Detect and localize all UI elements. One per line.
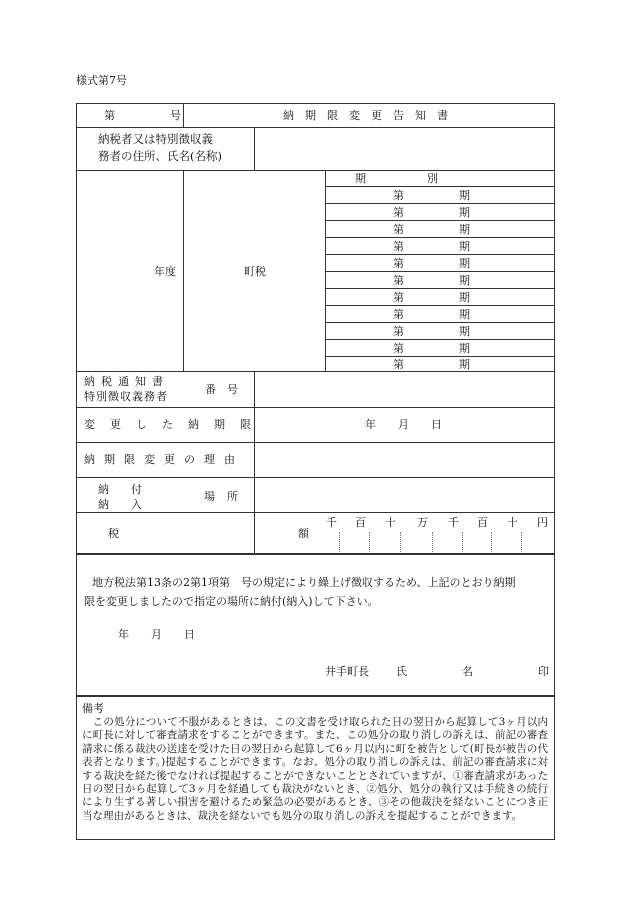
issuer: 井手町長 bbox=[325, 665, 369, 678]
taxpayer-label-line2: 務者の住所、氏名(名称) bbox=[98, 149, 222, 163]
period-row: 第 期 bbox=[393, 308, 470, 321]
form-number: 様式第7号 bbox=[76, 74, 127, 87]
issuer-name: 氏 名 bbox=[396, 665, 473, 678]
document-number-label: 第 号 bbox=[104, 109, 192, 122]
tax-type-label: 町税 bbox=[244, 265, 266, 278]
period-row: 第 期 bbox=[393, 325, 470, 338]
unit-label: 千 bbox=[448, 516, 459, 529]
notes-text: この処分について不服があるときは、この文書を受け取られた日の翌日から起算して3ヶ月以内に町長に対して審査請求をすることができます。また、この処分の取り消しの訴えは、前記の審査請求に係る裁決の送達を受けた日の翌日から起算して6ヶ月以内に町を被告として(町長が被告の代表者となります。)提起することができます。なお、処分の取り消しの訴えは、前記の審査請求に対する裁決を経た後でなければ提起することができないこととされていますが、①審査請求があった日の翌日から起算して3ヶ月を経過しても裁決がないとき、②処分、処分の執行又は手続きの続行により生ずる著しい損害を避けるため緊急の必要があるとき、③その他裁決を経ないことにつき正当な理由があるときは、裁決を経ないでも処分の取り消しの訴えを提起することができます。 bbox=[82, 716, 548, 822]
statement-line2: 限を変更しましたので指定の場所に納付(納入)して下さい。 bbox=[84, 595, 379, 608]
period-row: 第 期 bbox=[393, 257, 470, 270]
period-row: 第 期 bbox=[393, 206, 470, 219]
year-label: 年度 bbox=[154, 265, 176, 278]
unit-label: 万 bbox=[417, 516, 428, 529]
period-list bbox=[325, 170, 555, 371]
unit-label: 百 bbox=[477, 516, 488, 529]
notice-number-label: 番 号 bbox=[205, 383, 238, 396]
period-row: 第 期 bbox=[393, 223, 470, 236]
unit-label: 十 bbox=[385, 516, 396, 529]
period-row: 第 期 bbox=[393, 291, 470, 304]
changed-deadline-value: 年 月 日 bbox=[365, 418, 442, 431]
changed-deadline-label: 変更した納期限 bbox=[84, 418, 266, 431]
payment-place-line2: 納 入 bbox=[98, 498, 142, 511]
unit-label: 千 bbox=[326, 516, 337, 529]
period-header: 期 別 bbox=[355, 172, 439, 185]
notice-label-line1: 納税通知書 bbox=[84, 375, 169, 388]
amount-digit-units bbox=[254, 512, 555, 554]
period-row: 第 期 bbox=[393, 189, 470, 202]
period-row: 第 期 bbox=[393, 342, 470, 355]
unit-label: 円 bbox=[537, 516, 548, 529]
date-line: 年 月 日 bbox=[118, 628, 195, 641]
seal-mark: 印 bbox=[538, 665, 549, 678]
payment-place-suffix: 場所 bbox=[204, 490, 250, 503]
period-row: 第 期 bbox=[393, 358, 470, 371]
unit-label: 百 bbox=[355, 516, 366, 529]
reason-label: 納期限変更の理由 bbox=[84, 453, 244, 466]
notice-label-line2: 特別徴収義務者 bbox=[84, 390, 168, 403]
statement-line1: 地方税法第13条の2第1項第 号の規定により繰上げ徴収するため、上記のとおり納期 bbox=[92, 576, 516, 589]
notes-title: 備考 bbox=[82, 702, 104, 715]
payment-place-line1: 納 付 bbox=[98, 483, 142, 496]
document-title: 納期限変更告知書 bbox=[283, 109, 459, 122]
period-row: 第 期 bbox=[393, 240, 470, 253]
tax-amount-label: 税 額 bbox=[108, 527, 393, 540]
period-row: 第 期 bbox=[393, 274, 470, 287]
unit-label: 十 bbox=[507, 516, 518, 529]
taxpayer-label-line1: 納税者又は特別徴収義 bbox=[98, 132, 213, 146]
